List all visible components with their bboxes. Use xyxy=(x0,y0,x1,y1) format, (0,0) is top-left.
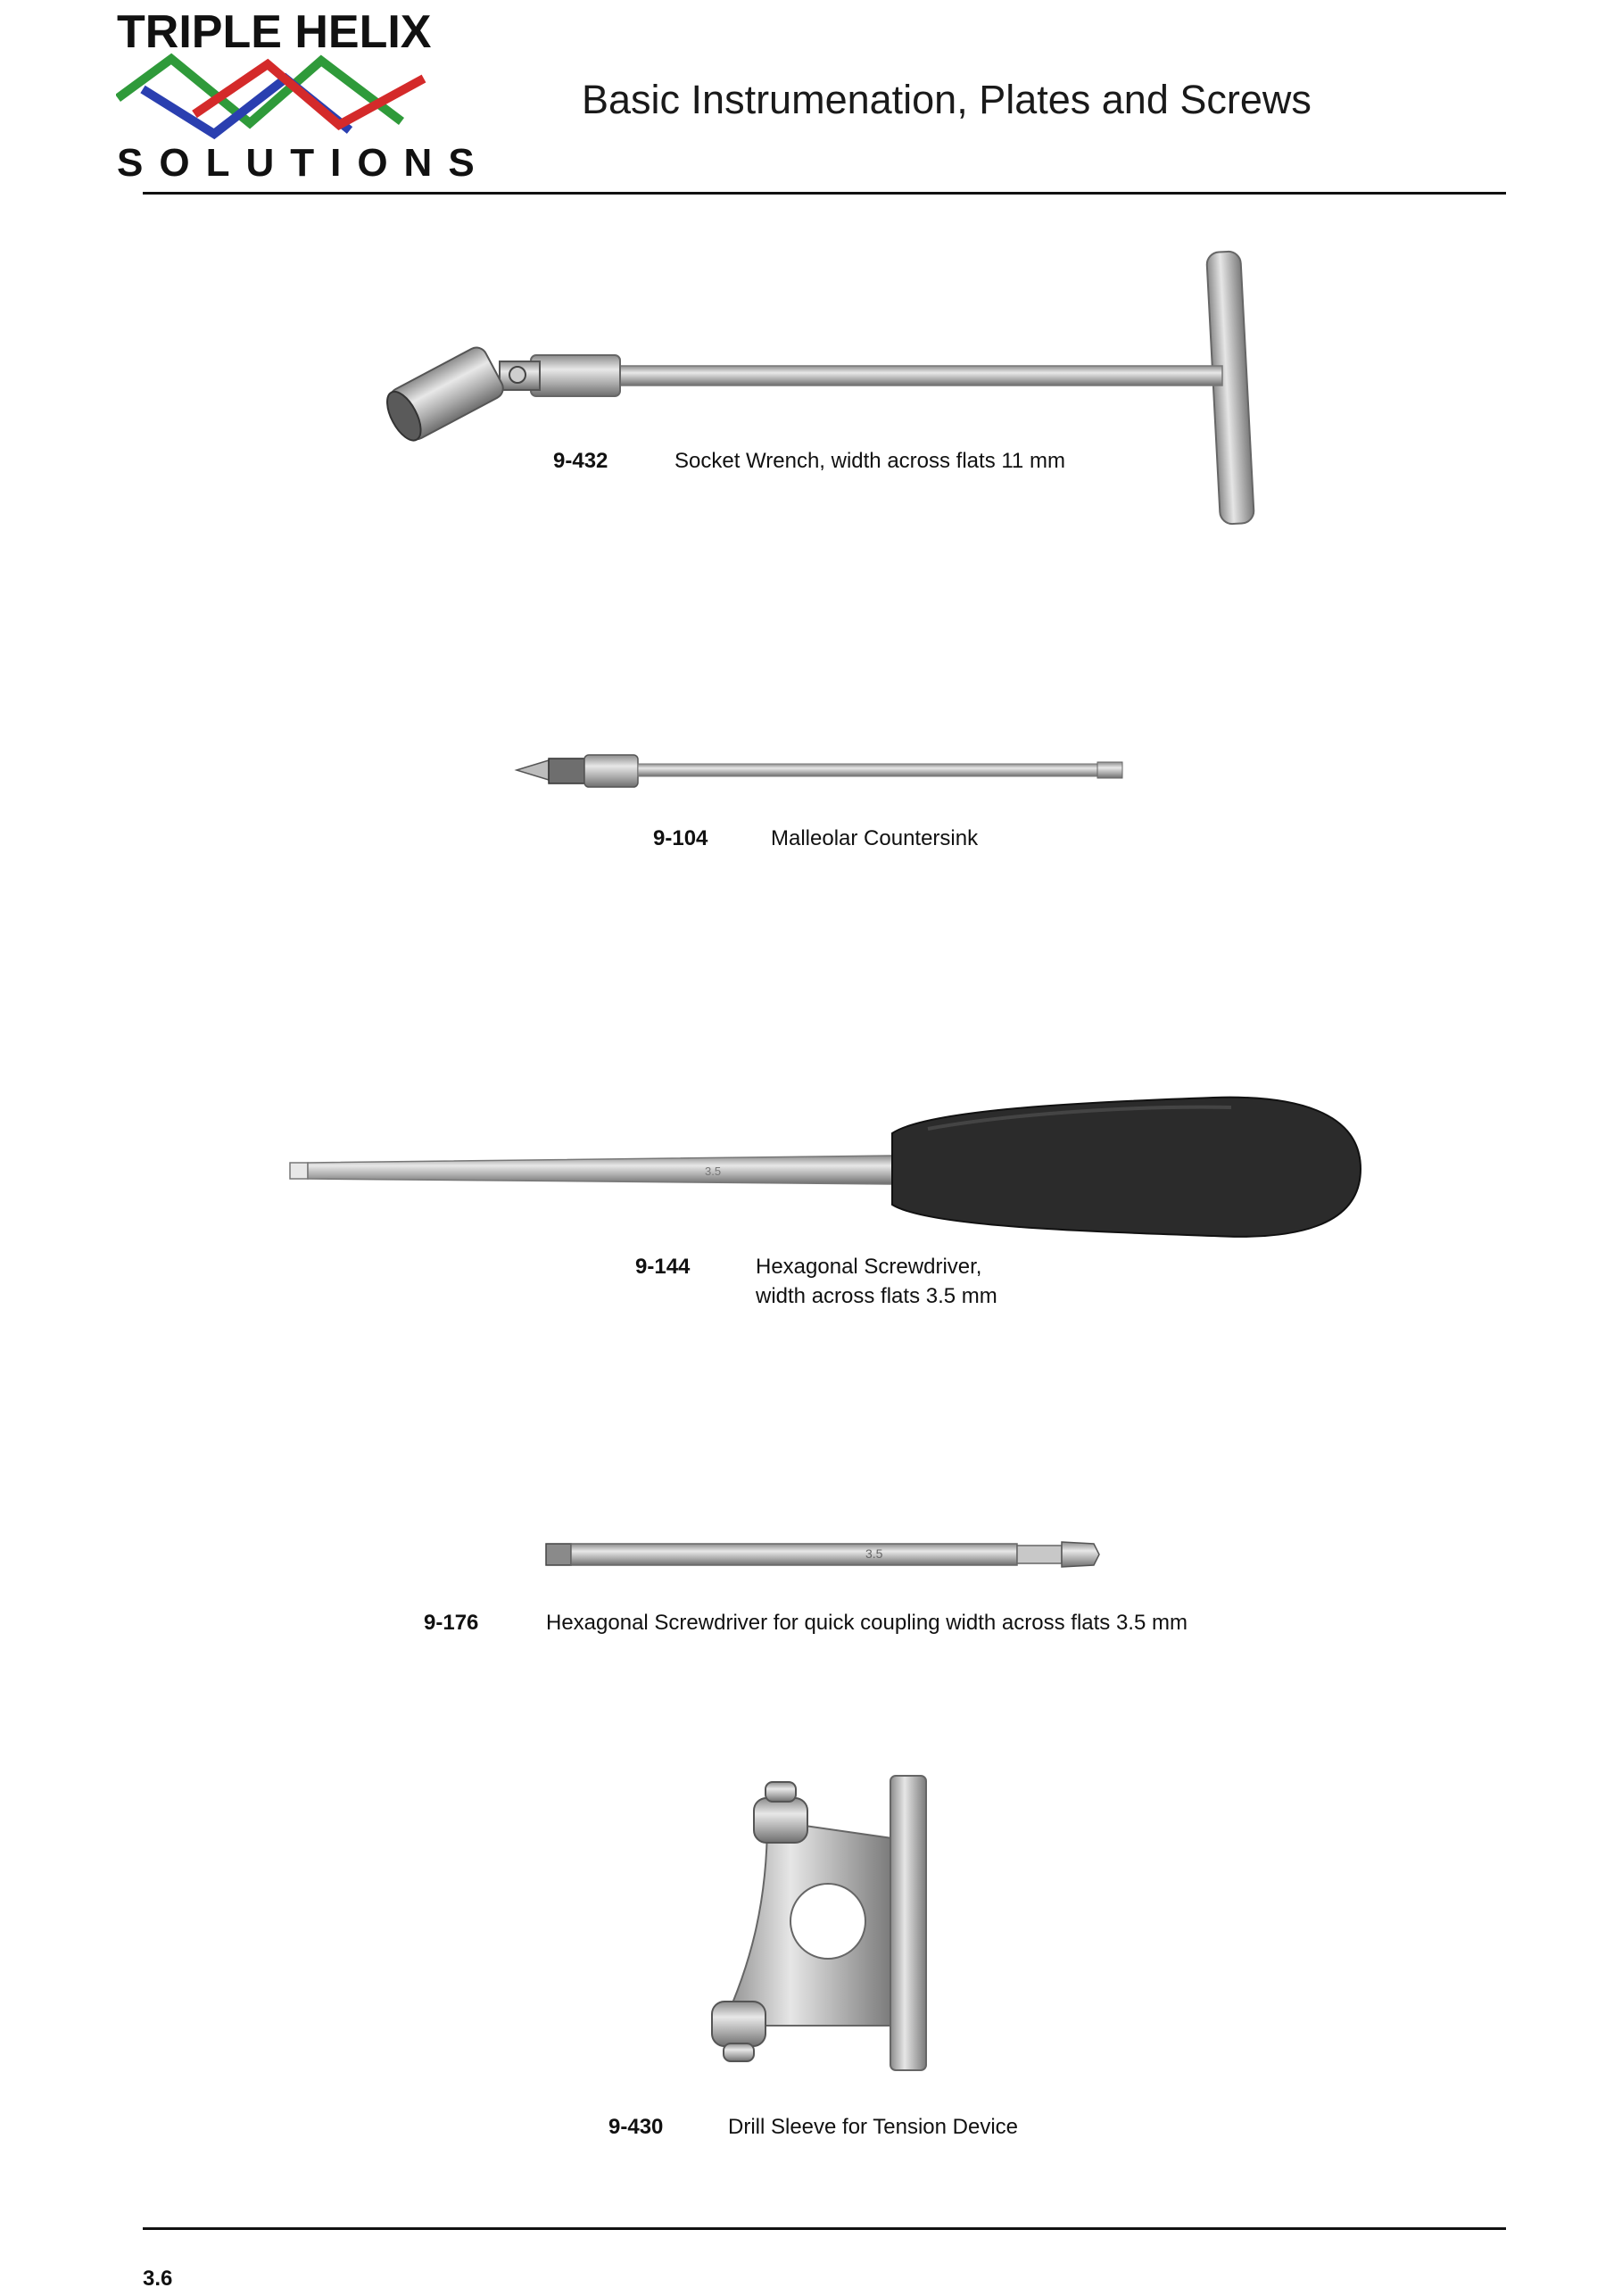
item-description-9-144-line1: Hexagonal Screwdriver, xyxy=(756,1255,982,1279)
item-code-9-432: 9-432 xyxy=(553,449,608,473)
drill-sleeve-image xyxy=(705,1771,946,2079)
malleolar-countersink-image xyxy=(513,748,1129,792)
item-description-9-176: Hexagonal Screwdriver for quick coupling width across flats 3.5 mm xyxy=(546,1611,1188,1635)
footer-divider xyxy=(143,2227,1506,2230)
shaft-marking: 3.5 xyxy=(705,1165,722,1178)
item-code-9-104: 9-104 xyxy=(653,826,708,850)
quick-coupling-screwdriver-image xyxy=(542,1537,1105,1572)
item-code-9-176: 9-176 xyxy=(424,1611,479,1635)
item-code-9-144: 9-144 xyxy=(635,1255,691,1279)
brand-name-bottom: SOLUTIONS xyxy=(117,141,491,185)
item-description-9-430: Drill Sleeve for Tension Device xyxy=(728,2115,1019,2139)
brand-name-top: TRIPLE HELIX xyxy=(117,6,432,58)
item-description-9-104: Malleolar Countersink xyxy=(771,826,979,850)
item-description-9-144-line2: width across flats 3.5 mm xyxy=(756,1284,997,1308)
item-description-9-432: Socket Wrench, width across flats 11 mm xyxy=(674,449,1065,473)
socket-wrench-image xyxy=(375,241,1285,535)
header-divider xyxy=(143,192,1506,195)
hexagonal-screwdriver-image xyxy=(286,1093,1365,1245)
logo-helix-icon xyxy=(116,52,428,141)
page-number: 3.6 xyxy=(143,2267,173,2291)
shaft-marking: 3.5 xyxy=(865,1546,883,1561)
page-title: Basic Instrumenation, Plates and Screws xyxy=(582,77,1312,122)
item-code-9-430: 9-430 xyxy=(608,2115,664,2139)
